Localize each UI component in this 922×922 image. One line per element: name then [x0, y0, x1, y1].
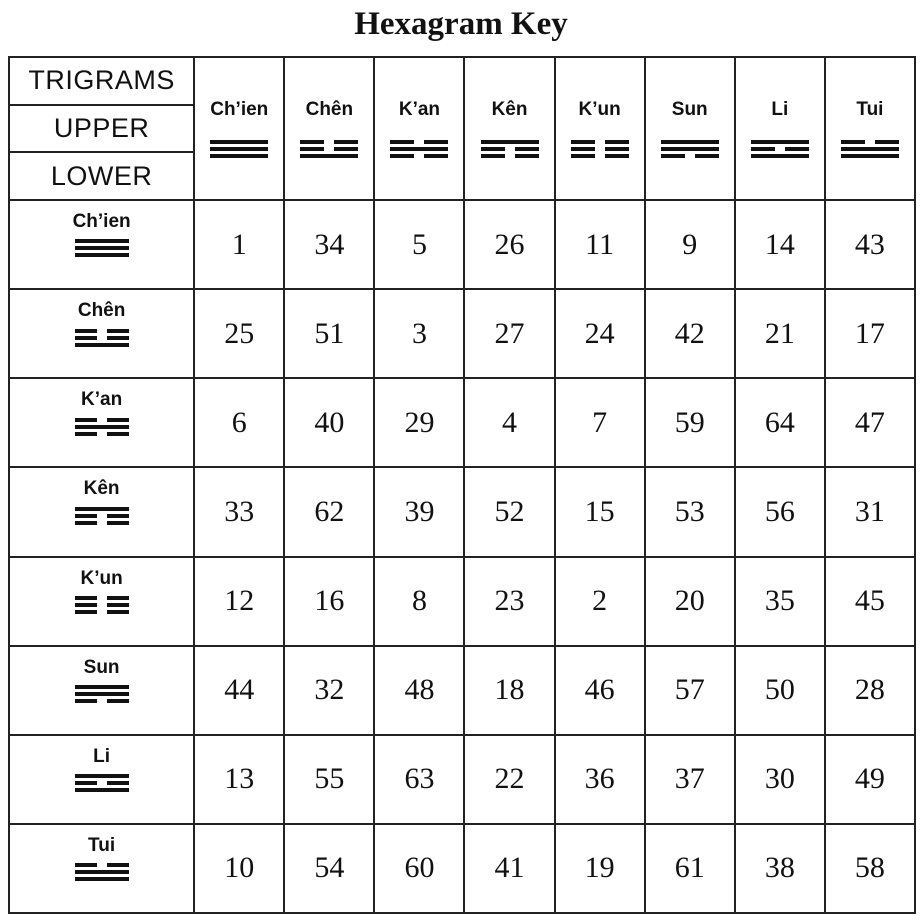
hexagram-number-cell: 61: [645, 824, 735, 913]
hexagram-number-cell: 53: [645, 467, 735, 556]
hexagram-number-cell: 62: [284, 467, 374, 556]
hexagram-number-cell: 4: [464, 378, 554, 467]
trigram-icon: [390, 140, 448, 158]
table-row: [9, 289, 915, 378]
lower-trigram-name: K’un: [80, 567, 123, 589]
hexagram-number-cell: 24: [555, 289, 645, 378]
hexagram-number-cell: 36: [555, 735, 645, 824]
hexagram-number-cell: 50: [735, 646, 825, 735]
hexagram-number-cell: 51: [284, 289, 374, 378]
trigram-icon: [300, 140, 358, 158]
hexagram-number-cell: 54: [284, 824, 374, 913]
lower-trigram-name: K’an: [81, 389, 123, 411]
hexagram-number-cell: 17: [825, 289, 915, 378]
hexagram-number-cell: 41: [464, 824, 554, 913]
lower-trigram-header: [9, 735, 194, 824]
upper-trigram-header: [284, 57, 374, 200]
hexagram-number-cell: 33: [194, 467, 284, 556]
hexagram-number-cell: 46: [555, 646, 645, 735]
hexagram-number-cell: 10: [194, 824, 284, 913]
lower-trigram-header: [9, 289, 194, 378]
page-title: Hexagram Key: [354, 6, 568, 42]
upper-trigram-name: Chên: [305, 99, 354, 121]
hexagram-number-cell: 3: [374, 289, 464, 378]
trigram-icon: [75, 239, 129, 257]
hexagram-number-cell: 40: [284, 378, 374, 467]
hexagram-number-cell: 22: [464, 735, 554, 824]
hexagram-number-cell: 27: [464, 289, 554, 378]
lower-trigram-name: Li: [93, 745, 111, 767]
trigram-icon: [75, 329, 129, 347]
trigram-icon: [481, 140, 539, 158]
hexagram-number-cell: 14: [735, 200, 825, 289]
hexagram-number-cell: 39: [374, 467, 464, 556]
hexagram-number-cell: 42: [645, 289, 735, 378]
hexagram-number-cell: 37: [645, 735, 735, 824]
upper-trigram-header: [825, 57, 915, 200]
trigram-icon: [751, 140, 809, 158]
hexagram-number-cell: 59: [645, 378, 735, 467]
table-row: [9, 467, 915, 556]
corner-label-upper: UPPER: [10, 104, 193, 152]
upper-trigram-name: Ch’ien: [210, 99, 269, 121]
hexagram-number-cell: 30: [735, 735, 825, 824]
table-row: [9, 735, 915, 824]
hexagram-number-cell: 5: [374, 200, 464, 289]
upper-trigram-header: [374, 57, 464, 200]
hexagram-number-cell: 43: [825, 200, 915, 289]
hexagram-number-cell: 44: [194, 646, 284, 735]
hexagram-number-cell: 2: [555, 557, 645, 646]
lower-trigram-name: Kên: [83, 478, 120, 500]
lower-trigram-header: [9, 200, 194, 289]
hexagram-number-cell: 57: [645, 646, 735, 735]
table-row: [9, 200, 915, 289]
corner-label-trigrams: TRIGRAMS: [28, 65, 175, 96]
hexagram-number-cell: 56: [735, 467, 825, 556]
hexagram-number-cell: 55: [284, 735, 374, 824]
lower-trigram-header: [9, 557, 194, 646]
upper-trigram-header: [645, 57, 735, 200]
hexagram-number-cell: 29: [374, 378, 464, 467]
hexagram-number-cell: 19: [555, 824, 645, 913]
hexagram-number-cell: 23: [464, 557, 554, 646]
lower-trigram-header: [9, 378, 194, 467]
hexagram-number-cell: 64: [735, 378, 825, 467]
trigram-icon: [75, 863, 129, 881]
hexagram-number-cell: 7: [555, 378, 645, 467]
hexagram-number-cell: 31: [825, 467, 915, 556]
hexagram-number-cell: 11: [555, 200, 645, 289]
hexagram-number-cell: 28: [825, 646, 915, 735]
hexagram-number-cell: 9: [645, 200, 735, 289]
hexagram-number-cell: 1: [194, 200, 284, 289]
upper-trigram-name: Li: [771, 99, 789, 121]
hexagram-number-cell: 32: [284, 646, 374, 735]
lower-trigram-name: Sun: [83, 656, 120, 678]
hexagram-number-cell: 12: [194, 557, 284, 646]
upper-trigram-name: K’an: [398, 99, 441, 121]
hexagram-number-cell: 52: [464, 467, 554, 556]
hexagram-number-cell: 48: [374, 646, 464, 735]
upper-trigram-header: [464, 57, 554, 200]
hexagram-number-cell: 16: [284, 557, 374, 646]
hexagram-number-cell: 38: [735, 824, 825, 913]
lower-trigram-header: [9, 467, 194, 556]
table-row: [9, 824, 915, 913]
hexagram-number-cell: 18: [464, 646, 554, 735]
corner-cell: [9, 57, 194, 200]
upper-trigram-name: Sun: [671, 99, 708, 121]
hexagram-number-cell: 21: [735, 289, 825, 378]
trigram-icon: [571, 140, 629, 158]
table-row: [9, 557, 915, 646]
hexagram-number-cell: 13: [194, 735, 284, 824]
upper-trigram-name: Kên: [491, 99, 528, 121]
trigram-icon: [210, 140, 268, 158]
hexagram-number-cell: 47: [825, 378, 915, 467]
trigram-icon: [841, 140, 899, 158]
hexagram-number-cell: 49: [825, 735, 915, 824]
upper-trigram-name: K’un: [578, 99, 621, 121]
upper-trigram-header: [194, 57, 284, 200]
table-row: [9, 646, 915, 735]
lower-trigram-name: Tui: [88, 834, 116, 856]
hexagram-number-cell: 8: [374, 557, 464, 646]
hexagram-number-cell: 15: [555, 467, 645, 556]
hexagram-number-cell: 35: [735, 557, 825, 646]
trigram-icon: [75, 685, 129, 703]
trigram-icon: [75, 596, 129, 614]
upper-trigram-header: [555, 57, 645, 200]
lower-trigram-name: Chên: [77, 300, 126, 322]
table-row: [9, 378, 915, 467]
trigram-icon: [75, 507, 129, 525]
lower-trigram-header: [9, 646, 194, 735]
header-row: [9, 57, 915, 200]
hexagram-number-cell: 6: [194, 378, 284, 467]
hexagram-number-cell: 34: [284, 200, 374, 289]
trigram-icon: [75, 418, 129, 436]
hexagram-number-cell: 25: [194, 289, 284, 378]
trigram-icon: [75, 774, 129, 792]
hexagram-number-cell: 63: [374, 735, 464, 824]
hexagram-number-cell: 45: [825, 557, 915, 646]
hexagram-key-table: [8, 56, 916, 914]
corner-label-lower: LOWER: [10, 151, 193, 199]
lower-trigram-header: [9, 824, 194, 913]
trigram-icon: [661, 140, 719, 158]
lower-trigram-name: Ch’ien: [72, 211, 131, 233]
hexagram-number-cell: 60: [374, 824, 464, 913]
hexagram-number-cell: 58: [825, 824, 915, 913]
upper-trigram-header: [735, 57, 825, 200]
hexagram-number-cell: 20: [645, 557, 735, 646]
hexagram-number-cell: 26: [464, 200, 554, 289]
upper-trigram-name: Tui: [856, 99, 884, 121]
